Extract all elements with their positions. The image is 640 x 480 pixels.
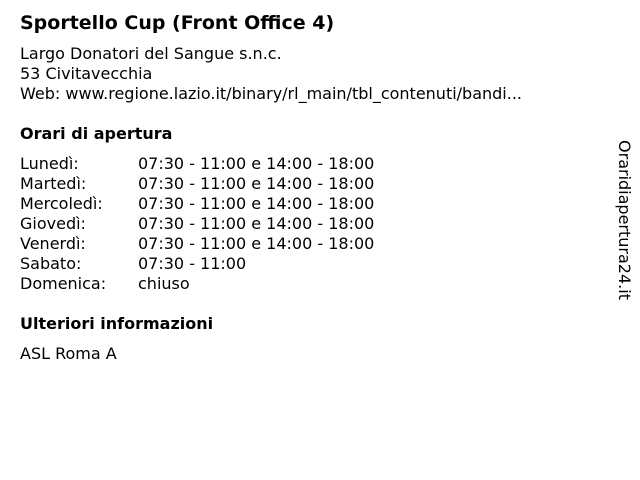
address-block [20,44,522,104]
address-web: Web: www.regione.lazio.it/binary/rl_main/tbl_contenuti/bandi... [20,84,523,103]
address-street: Largo Donatori del Sangue s.n.c. [20,44,282,63]
hours-row-lunedi [20,154,374,174]
hours-day: Lunedì: [20,154,79,173]
info-text: ASL Roma A [20,344,117,363]
hours-day: Mercoledì: [20,194,103,213]
hours-row-giovedi [20,214,374,234]
address-city: 53 Civitavecchia [20,64,153,83]
hours-row-mercoledi [20,194,374,214]
hours-time: chiuso [138,274,190,293]
hours-day: Martedì: [20,174,87,193]
hours-row-sabato [20,254,374,274]
hours-heading: Orari di apertura [20,124,173,143]
hours-row-domenica [20,274,374,294]
hours-row-martedi [20,174,374,194]
hours-time: 07:30 - 11:00 e 14:00 - 18:00 [138,154,375,173]
hours-day: Sabato: [20,254,82,273]
hours-time: 07:30 - 11:00 e 14:00 - 18:00 [138,214,375,233]
hours-time: 07:30 - 11:00 [138,254,247,273]
hours-day: Giovedì: [20,214,86,233]
page-title: Sportello Cup (Front Office 4) [20,12,335,34]
hours-day: Venerdì: [20,234,86,253]
opening-hours-table [20,154,374,294]
info-heading: Ulteriori informazioni [20,314,214,333]
watermark: Oraridiapertura24.it [615,140,634,300]
hours-time: 07:30 - 11:00 e 14:00 - 18:00 [138,194,375,213]
hours-time: 07:30 - 11:00 e 14:00 - 18:00 [138,174,375,193]
hours-row-venerdi [20,234,374,254]
hours-day: Domenica: [20,274,107,293]
hours-time: 07:30 - 11:00 e 14:00 - 18:00 [138,234,375,253]
